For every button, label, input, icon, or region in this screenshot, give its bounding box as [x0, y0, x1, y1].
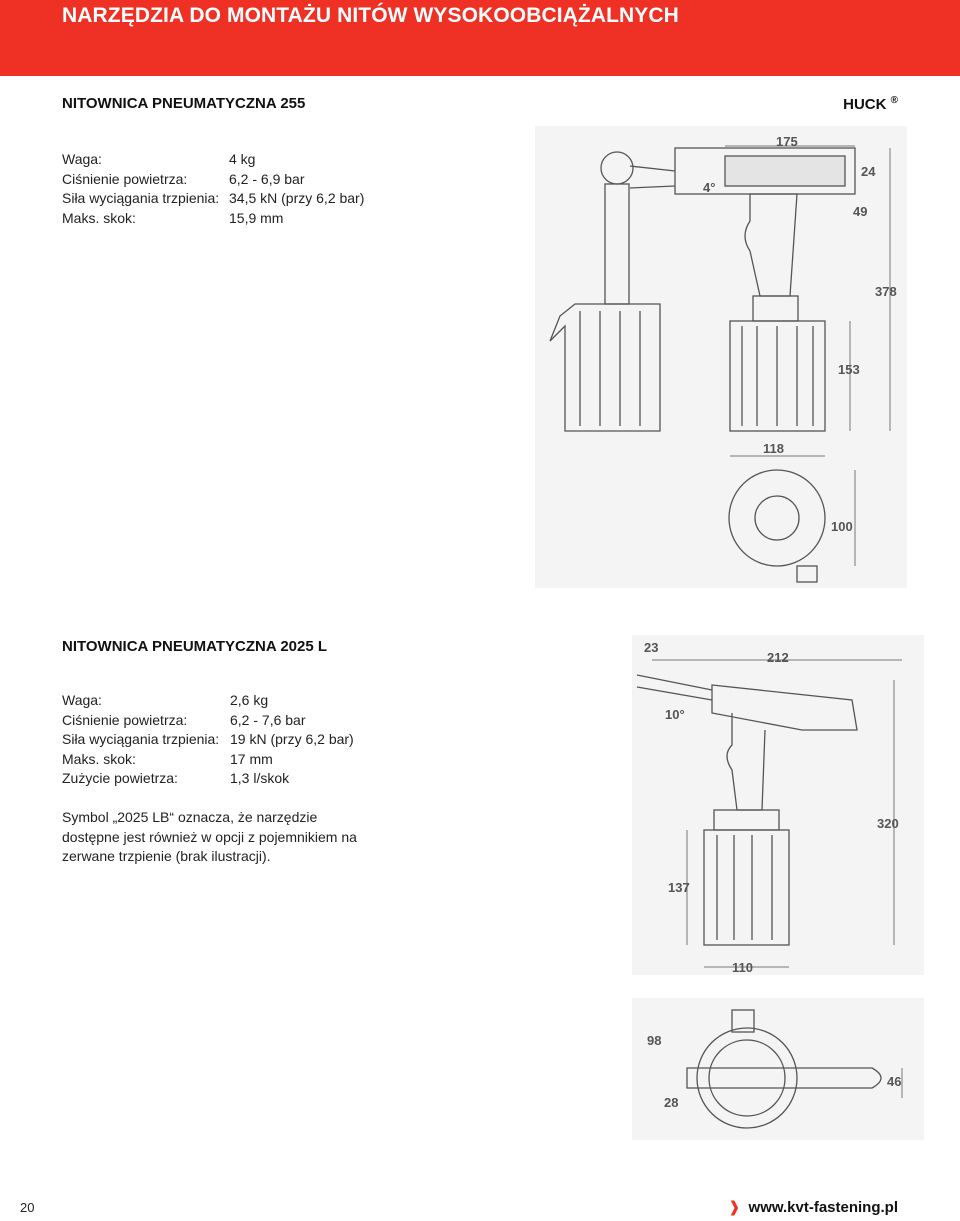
tool2-nose-line: [637, 687, 712, 700]
tool1-bottom-view: [729, 470, 825, 566]
spec-label: Waga:: [62, 692, 102, 708]
spec-label: Siła wyciągania trzpienia:: [62, 731, 220, 747]
tool1-bottom-port: [797, 566, 817, 582]
page-title: NARZĘDZIA DO MONTAŻU NITÓW WYSOKOOBCIĄŻALNYCH: [62, 4, 679, 27]
spec-label: Maks. skok:: [62, 209, 136, 226]
tool1-nose-line: [630, 166, 675, 171]
tool2-nose-line: [637, 675, 712, 690]
tool1-front-head: [601, 152, 633, 184]
tool2-top-circle: [697, 1028, 797, 1128]
spec-label: Waga:: [62, 151, 102, 167]
tool2-title: NITOWNICA PNEUMATYCZNA 2025 L: [62, 638, 328, 655]
tool1-front-handle: [605, 184, 629, 304]
spec-value: 6,2 - 7,6 bar: [230, 711, 306, 728]
spec-value: 15,9 mm: [229, 209, 284, 226]
tool2-top-inner: [709, 1040, 785, 1116]
page-number: 20: [20, 1200, 35, 1215]
tool1-front-body: [550, 304, 660, 431]
tool2-neck: [714, 810, 779, 830]
tool2-top-view: [632, 998, 924, 1140]
spec-label: Zużycie powietrza:: [62, 770, 178, 786]
tool2-side-drawing: [632, 635, 924, 975]
tool1-handle: [745, 194, 797, 296]
tool1-cylinder: [725, 156, 845, 186]
dim-100: 100: [831, 519, 853, 534]
dim-28: 28: [664, 1095, 679, 1110]
header-banner: [0, 0, 960, 76]
tool2-top-drawing: [632, 998, 924, 1140]
dim-23: 23: [644, 640, 659, 655]
dim-118: 118: [763, 441, 784, 456]
tool1-technical-drawing: [535, 126, 907, 588]
tool1-title: NITOWNICA PNEUMATYCZNA 255: [62, 95, 306, 112]
dim-378: 378: [875, 284, 897, 299]
spec-value: 4 kg: [229, 151, 256, 167]
dim-110: 110: [732, 960, 753, 975]
dim-4deg: 4°: [703, 180, 716, 195]
spec-label: Ciśnienie powietrza:: [62, 711, 188, 728]
spec-value: 2,6 kg: [230, 692, 269, 708]
dim-212: 212: [767, 650, 789, 665]
tool1-drawing: [535, 126, 907, 588]
dim-10deg: 10°: [665, 707, 685, 722]
spec-value: 17 mm: [230, 750, 273, 767]
dim-153: 153: [838, 362, 860, 377]
dim-320: 320: [877, 816, 899, 831]
tool2-note: Symbol „2025 LB“ oznacza, że narzędzie dostępne jest również w opcji z pojemnikiem na zerwane trzpienie (brak ilustracji).: [62, 809, 357, 864]
dim-137: 137: [668, 880, 690, 895]
brand-mark: ®: [890, 95, 898, 106]
spec-label: Ciśnienie powietrza:: [62, 170, 188, 187]
spec-label: Siła wyciągania trzpienia:: [62, 190, 220, 206]
tool2-technical-drawing: [632, 635, 924, 975]
spec-value: 19 kN (przy 6,2 bar): [230, 731, 354, 747]
brand-name: HUCK: [843, 96, 887, 113]
dim-46: 46: [887, 1074, 902, 1089]
dim-98: 98: [647, 1033, 662, 1048]
tool2-handle: [727, 713, 765, 810]
footer-url-text: www.kvt-fastening.pl: [748, 1199, 898, 1216]
tool1-bottom-inner: [755, 496, 799, 540]
brand-logo: [843, 95, 898, 113]
spec-value: 34,5 kN (przy 6,2 bar): [229, 190, 365, 206]
dim-24: 24: [861, 164, 876, 179]
footer-link[interactable]: [728, 1198, 898, 1216]
spec-label: Maks. skok:: [62, 750, 136, 767]
tool1-neck: [753, 296, 798, 321]
dim-49: 49: [853, 204, 868, 219]
chevron-right-icon: ❱: [727, 1199, 741, 1216]
spec-value: 6,2 - 6,9 bar: [229, 170, 305, 187]
tool2-head: [712, 685, 857, 730]
tool1-nose-line: [630, 186, 675, 188]
spec-value: 1,3 l/skok: [230, 770, 290, 786]
dim-175: 175: [776, 134, 798, 149]
